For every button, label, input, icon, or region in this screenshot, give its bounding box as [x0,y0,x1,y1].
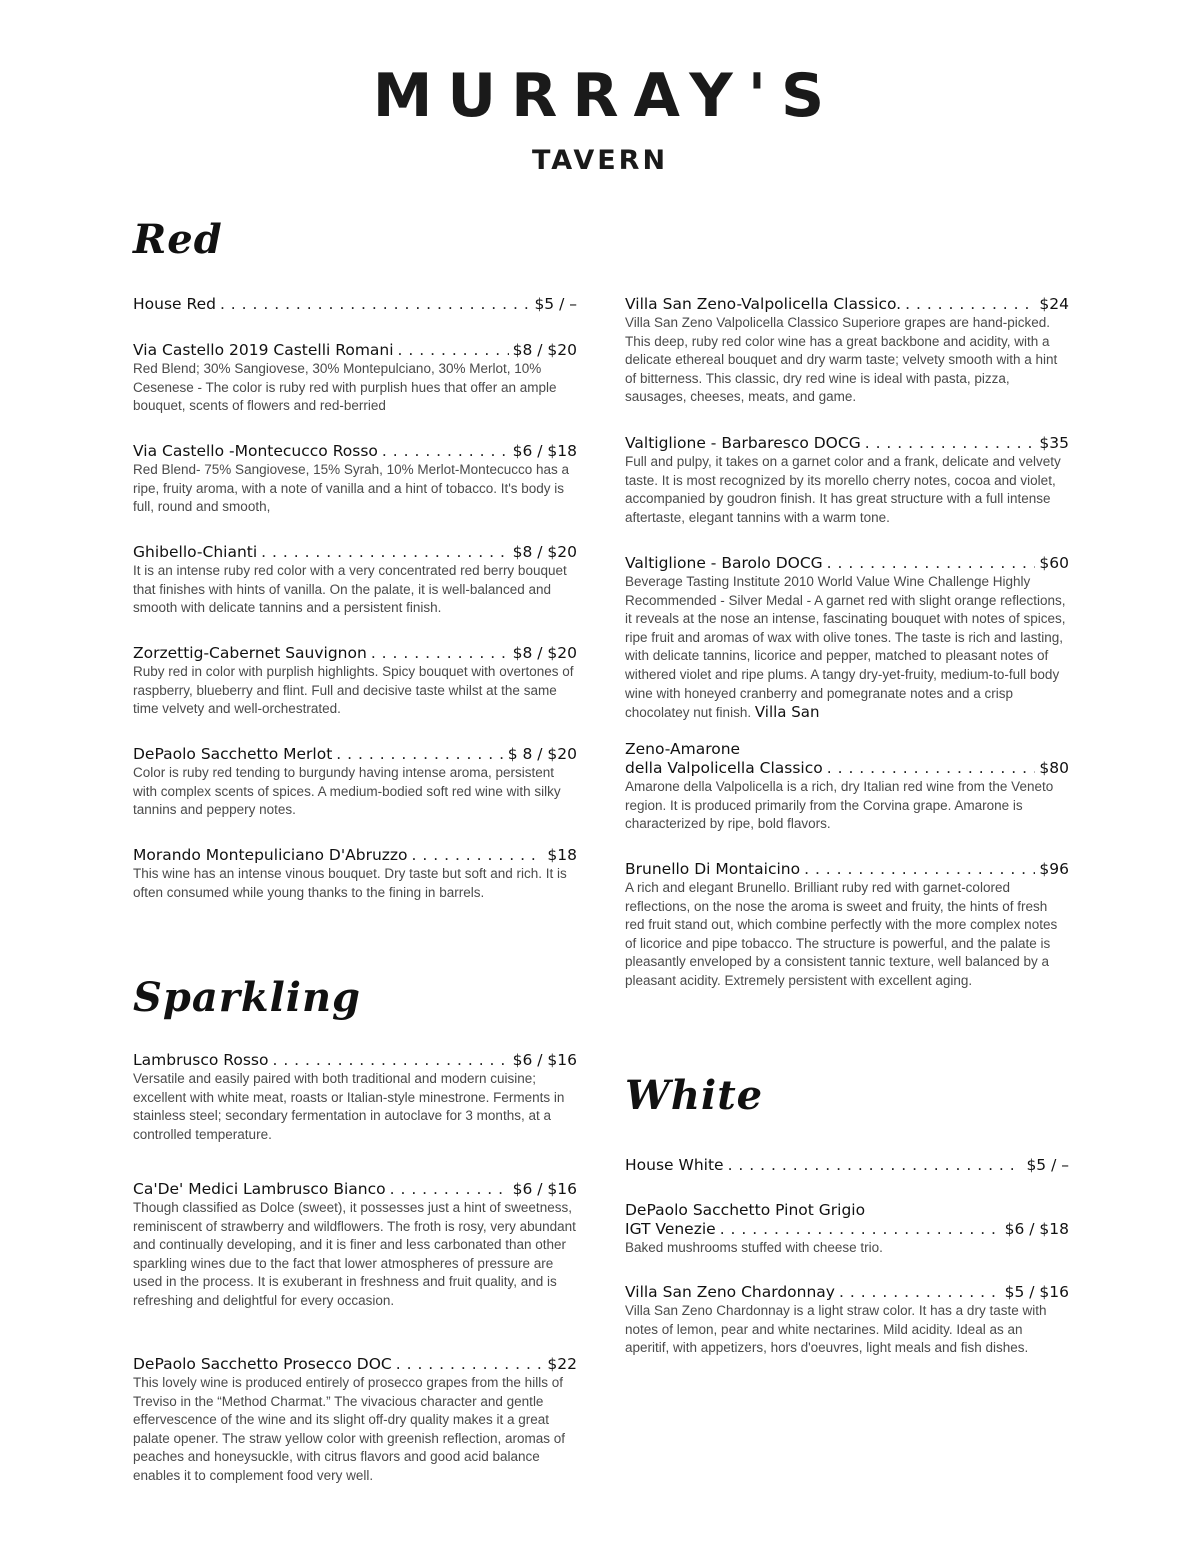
item-header [133,341,577,360]
item-price: $5 / $16 [1004,1283,1069,1301]
item-price: $24 [1039,295,1069,313]
leader-dots [412,846,544,865]
item-name: Ghibello-Chianti [133,543,258,561]
item-price: $5 / – [1026,1156,1069,1174]
item-header [133,543,577,562]
item-description [625,573,1069,723]
section-title-sparkling: Sparkling [133,974,362,1021]
menu-item [133,442,577,517]
leader-dots [396,1355,544,1374]
menu-item [133,644,577,719]
menu-item [625,1201,1069,1258]
item-name: IGT Venezie [625,1220,716,1238]
item-price: $8 / $20 [512,341,577,359]
item-name: House White [625,1156,724,1174]
item-price: $6 / $18 [512,442,577,460]
leader-dots [827,554,1036,573]
item-name: Morando Montepuliciano D'Abruzzo [133,846,408,864]
item-price: $6 / $16 [512,1180,577,1198]
menu-item [133,846,577,902]
leader-dots [865,434,1036,453]
item-header [625,759,1069,778]
item-header [133,1355,577,1374]
item-name-line: Zeno-Amarone [625,740,741,758]
leader-dots [804,860,1035,879]
leader-dots [905,295,1035,314]
item-description: Villa San Zeno Chardonnay is a light straw color. It has a dry taste with notes of lemon, pear and white nectarines. Mild acidity. Ideal as an aperitif, with appetizers, hors d'oeuvres, light meals and fish dishes. [625,1303,1047,1356]
item-price: $35 [1039,434,1069,452]
brand-title: MURRAY'S [372,61,840,131]
item-price: $6 / $16 [512,1051,577,1069]
item-name: Valtiglione - Barolo DOCG [625,554,823,572]
item-description: Villa San Zeno Valpolicella Classico Superiore grapes are hand-picked. This deep, ruby red color wine has a great backbone and acidity, with a delicate ethereal bouquet and dry warm taste; velvety smooth with a hint of bitterness. This classic, dry red wine is ideal with pasta, pizza, sausages, cheeses, meats, and game. [625,315,1058,405]
menu-item [133,1355,577,1486]
item-price: $8 / $20 [512,543,577,561]
item-name-line: DePaolo Sacchetto Pinot Grigio [625,1201,866,1219]
item-name: House Red [133,295,216,313]
item-description: Red Blend- 75% Sangiovese, 15% Syrah, 10% Merlot-Montecucco has a ripe, fruity aroma, with a note of vanilla and a hint of tobacco. It's body is full, round and smooth, [133,462,569,515]
item-description-text: Beverage Tasting Institute 2010 World Value Wine Challenge Highly Recommended - Silver Medal - A garnet red with slight orange reflections, it reveals at the nose an intense, fascinating bouquet with notes of spices, ripe fruit and aromas of wax with olive tones. The taste is rich and lasting, with delicate tannins, licorice and pepper, matched to pleasant notes of withered violet and ripe plums. A tangy dry-yet-fruity, medium-to-full body wine with honeyed cranberry and pomegranate notes and a crisp chocolatey nut finish. [625,574,1066,721]
item-description: Color is ruby red tending to burgundy having intense aroma, persistent with complex scents of spices. A medium-bodied soft red wine with silky tannins and peppery notes. [133,765,561,818]
item-name: Via Castello -Montecucco Rosso [133,442,378,460]
item-price: $96 [1039,860,1069,878]
menu-item [133,341,577,416]
item-header [133,745,577,764]
section-title-red: Red [133,216,223,263]
item-header [625,1283,1069,1302]
menu-item-house-white [625,1156,1069,1175]
item-name: DePaolo Sacchetto Merlot [133,745,333,763]
item-header [133,644,577,663]
item-name: della Valpolicella Classico [625,759,823,777]
item-price: $80 [1039,759,1069,777]
item-price: $5 / – [534,295,577,313]
item-description: Red Blend; 30% Sangiovese, 30% Montepulciano, 30% Merlot, 10% Cesenese - The color is ruby red with purplish hues that offer an ample bouquet, scents of flowers and red-berried [133,361,557,414]
item-price: $18 [547,846,577,864]
item-header [625,1220,1069,1239]
menu-item [133,1180,577,1311]
menu-item [133,543,577,618]
item-header [625,1156,1069,1175]
item-header [133,295,577,314]
leader-dots [390,1180,509,1199]
item-header [133,1180,577,1199]
item-name: Brunello Di Montaicino [625,860,801,878]
item-header [133,442,577,461]
item-description: Baked mushrooms stuffed with cheese trio. [625,1240,883,1255]
item-name: Via Castello 2019 Castelli Romani [133,341,394,359]
menu-item [625,740,1069,834]
leader-dots [398,341,509,360]
item-description: This lovely wine is produced entirely of prosecco grapes from the hills of Treviso in the “Method Charmat.” The vivacious character and gentle effervescence of the wine and its slight off-dry quality makes it a great palate opener. The straw yellow color with greenish reflection, aromas of peaches and honeysuckle, with citrus flavors and good acid balance enables it to complement food very well. [133,1375,565,1483]
item-price: $60 [1039,554,1069,572]
item-name: Zorzettig-Cabernet Sauvignon [133,644,367,662]
leader-dots [839,1283,1001,1302]
item-description: Though classified as Dolce (sweet), it possesses just a hint of sweetness, reminiscent of strawberry and wildflowers. The froth is rosy, very abundant and continually developing, and it is finer and less carbonated than other sparkling wines due to the fact that lower atmospheres of pressure are used in the process. It is exuberant in freshness and fruit quality, and is refreshing and delightful for every occasion. [133,1200,576,1308]
item-description: This wine has an intense vinous bouquet. Dry taste but soft and rich. It is often consumed while young thanks to the fining in barrels. [133,866,567,900]
item-header [625,295,1069,314]
leader-dots [371,644,509,663]
brand-subtitle: TAVERN [531,145,669,176]
item-description: Versatile and easily paired with both traditional and modern cuisine; excellent with white meat, roasts or Italian-style minestrone. Ferments in stainless steel; secondary fermentation in autoclave for 3 months, at a controlled temperature. [133,1071,565,1142]
leader-dots [261,543,508,562]
item-description: Amarone della Valpolicella is a rich, dry Italian red wine from the Veneto region. It is produced primarily from the Corvina grape. Amarone is characterized by ripe, bold flavors. [625,779,1054,832]
item-description: It is an intense ruby red color with a very concentrated red berry bouquet that finishes with hints of vanilla. On the palate, it is well-balanced and smooth with delicate tannins and a persistent finish. [133,563,567,616]
item-name: Ca'De' Medici Lambrusco Bianco [133,1180,386,1198]
item-header [625,554,1069,573]
item-price: $22 [547,1355,577,1373]
item-header [133,1051,577,1070]
leader-dots [728,1156,1023,1175]
item-name: Lambrusco Rosso [133,1051,269,1069]
menu-item [625,434,1069,527]
item-name-continued: Villa San [754,703,820,722]
item-name: Villa San Zeno Chardonnay [625,1283,835,1301]
leader-dots [382,442,509,461]
leader-dots [720,1220,1001,1239]
item-header [625,860,1069,879]
item-description: Ruby red in color with purplish highlights. Spicy bouquet with overtones of raspberry, blueberry and flint. Full and decisive taste whilst at the same time velvety and well-orchestrated. [133,664,574,717]
menu-item-house-red [133,295,577,314]
item-header [133,846,577,865]
item-price: $8 / $20 [512,644,577,662]
item-price: $ 8 / $20 [507,745,577,763]
menu-item [625,860,1069,991]
leader-dots [220,295,530,314]
item-name: Valtiglione - Barbaresco DOCG [625,434,861,452]
item-name: Villa San Zeno-Valpolicella Classico. [625,295,902,313]
leader-dots [272,1051,508,1070]
item-description: A rich and elegant Brunello. Brilliant ruby red with garnet-colored reflections, on the nose the aroma is sweet and fruity, the hints of fresh red fruit stand out, which combine perfectly with the more complex notes of licorice and pipe tobacco. The structure is powerful, and the palate is pleasantly enveloped by a consistent tannic texture, well balanced by a pleasant acidity. Extremely persistent with excellent aging. [625,880,1058,988]
menu-item [625,554,1069,723]
item-price: $6 / $18 [1004,1220,1069,1238]
item-name: DePaolo Sacchetto Prosecco DOC [133,1355,392,1373]
menu-item [625,1283,1069,1358]
item-description: Full and pulpy, it takes on a garnet color and a frank, delicate and velvety taste. It is most recognized by its morello cherry notes, cocoa and violet, accompanied by goudron finish. It has great structure with a full intense aftertaste, elegant tannins with a warm tone. [625,454,1061,525]
leader-dots [827,759,1036,778]
item-header [625,434,1069,453]
menu-item [133,745,577,820]
menu-item [625,295,1069,407]
section-title-white: White [625,1072,764,1119]
menu-item [133,1051,577,1144]
leader-dots [336,745,503,764]
